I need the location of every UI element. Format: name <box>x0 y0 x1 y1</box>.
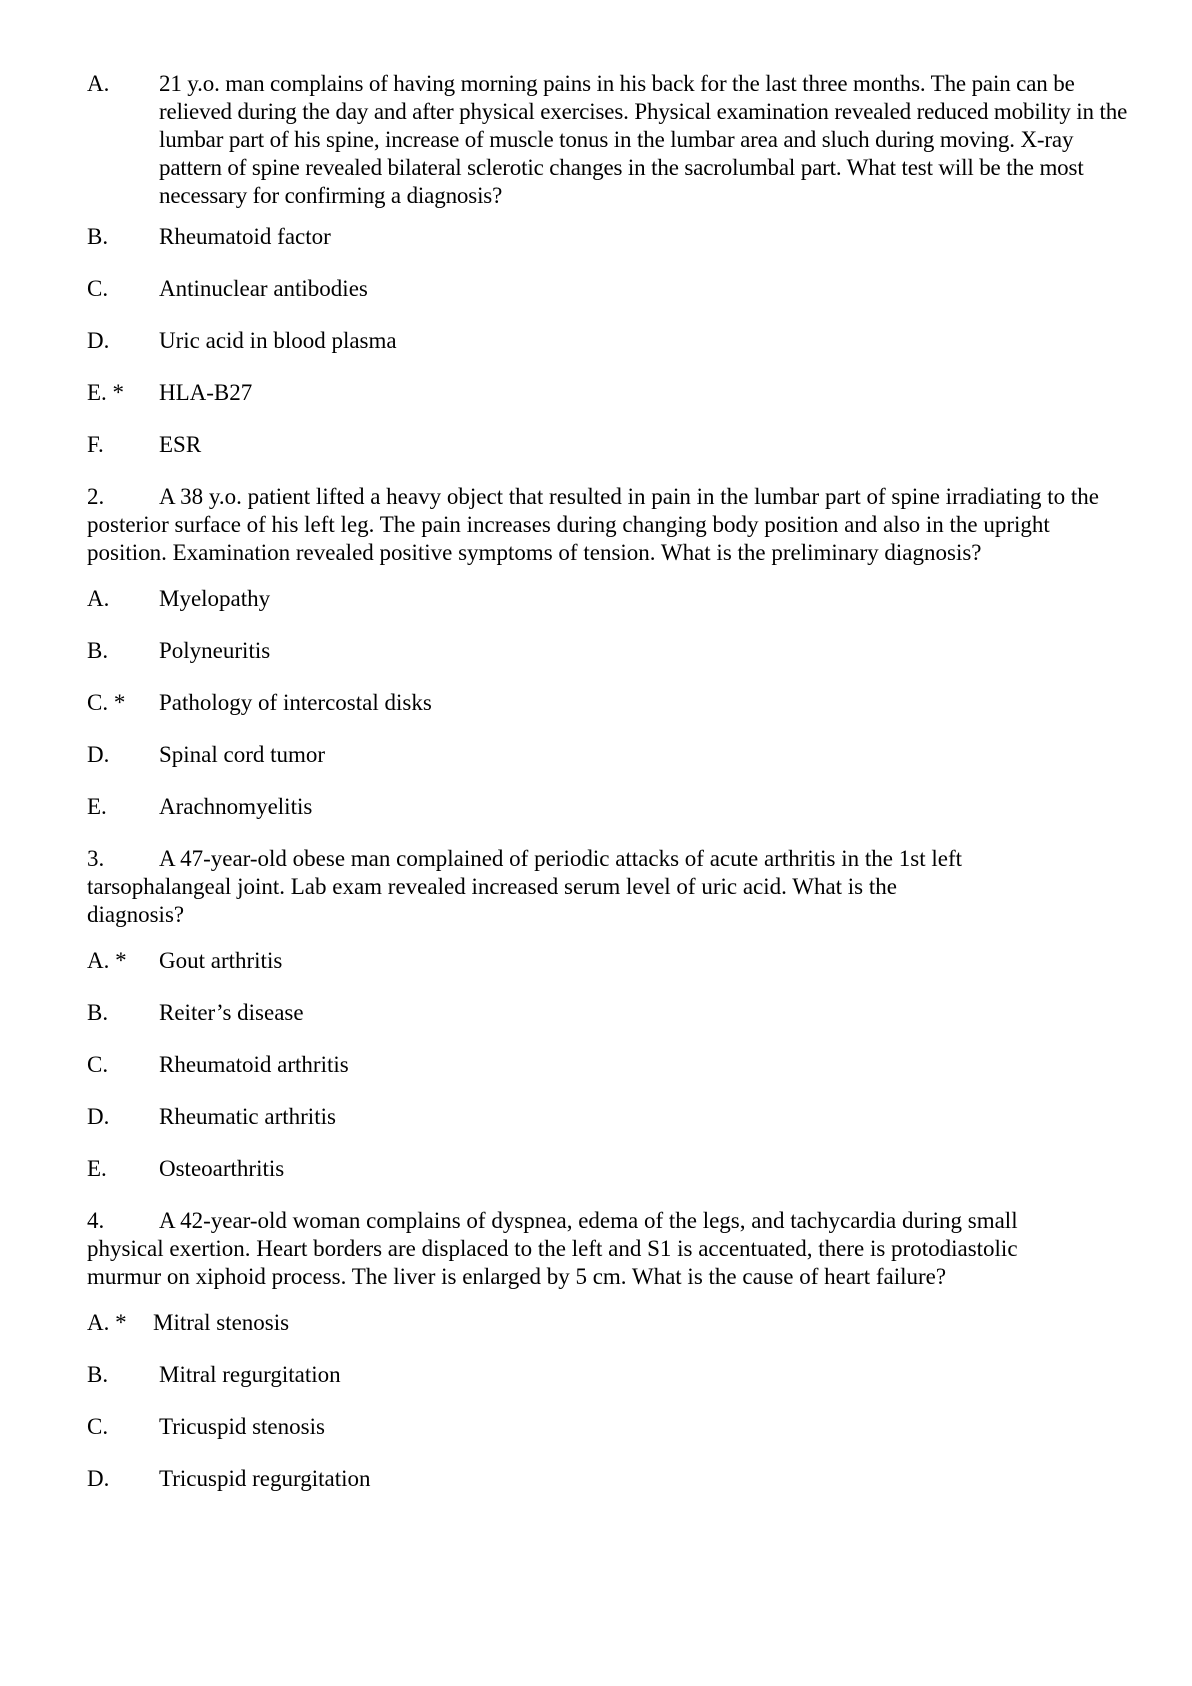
option-item <box>87 1413 1117 1441</box>
option-label: D. <box>87 1104 110 1129</box>
option-label: B. <box>87 224 109 249</box>
option-item <box>87 431 1117 459</box>
option-item <box>87 999 1117 1027</box>
option-text: Antinuclear antibodies <box>159 276 368 301</box>
option-label: B. <box>87 638 109 663</box>
option-label: B. <box>87 1000 109 1025</box>
question-number: 2. <box>87 484 105 509</box>
option-item <box>87 1051 1117 1079</box>
question-2 <box>87 483 1117 567</box>
option-item <box>87 947 1117 975</box>
option-item <box>87 1103 1117 1131</box>
question-text: A 47-year-old obese man complained of periodic attacks of acute arthritis in the 1st left tarsophalangeal joint. Lab exam revealed increased serum level of uric acid. What is the diagnosis? <box>87 846 962 927</box>
question-number: A. <box>87 71 110 96</box>
option-item <box>87 275 1117 303</box>
question-text: A 38 y.o. patient lifted a heavy object that resulted in pain in the lumbar part of spine irradiating to the posterior surface of his left leg. The pain increases during changing body position and also in the upright position. Examination revealed positive symptoms of tension. What is the preliminary diagnosis? <box>87 484 1099 565</box>
option-item <box>87 223 1117 251</box>
question-number: 4. <box>87 1208 105 1233</box>
option-text: Tricuspid regurgitation <box>159 1466 371 1491</box>
option-item <box>87 689 1117 717</box>
option-label: C. * <box>87 690 126 715</box>
option-label: B. <box>87 1362 109 1387</box>
question-3 <box>87 845 967 929</box>
option-text: ESR <box>159 432 202 457</box>
option-item <box>87 741 1117 769</box>
option-label: A. * <box>87 1310 127 1335</box>
question-4 <box>87 1207 1097 1291</box>
option-label: A. * <box>87 948 127 973</box>
option-text: Myelopathy <box>159 586 271 611</box>
option-label: D. <box>87 328 110 353</box>
option-text: Reiter’s disease <box>159 1000 304 1025</box>
option-item <box>87 585 1117 613</box>
option-label: D. <box>87 1466 110 1491</box>
option-text: Mitral stenosis <box>153 1310 290 1335</box>
question-1 <box>87 70 1137 210</box>
question-text: A 42-year-old woman complains of dyspnea, edema of the legs, and tachycardia during small physical exertion. Heart borders are displaced to the left and S1 is accentuated, there is protodiastolic murmur on xiphoid process. The liver is enlarged by 5 cm. What is the cause of heart failure? <box>87 1208 1018 1289</box>
option-text: Pathology of intercostal disks <box>159 690 432 715</box>
option-text: Arachnomyelitis <box>159 794 313 819</box>
option-text: Tricuspid stenosis <box>159 1414 325 1439</box>
option-text: Rheumatic arthritis <box>159 1104 336 1129</box>
option-text: Polyneuritis <box>159 638 271 663</box>
option-text: Uric acid in blood plasma <box>159 328 397 353</box>
option-label: E. * <box>87 380 125 405</box>
question-number: 3. <box>87 846 105 871</box>
option-label: F. <box>87 432 104 457</box>
option-item <box>87 1155 1117 1183</box>
option-label: C. <box>87 276 109 301</box>
question-text: 21 y.o. man complains of having morning pains in his back for the last three months. The pain can be relieved during the day and after physical exercises. Physical examination revealed reduced mobility in the lumbar part of his spine, increase of muscle tonus in the lumbar area and sluch during moving. X-ray pattern of spine revealed bilateral sclerotic changes in the sacrolumbal part. What test will be the most necessary for confirming a diagnosis? <box>159 71 1128 208</box>
option-item <box>87 637 1117 665</box>
option-text: Rheumatoid arthritis <box>159 1052 349 1077</box>
option-label: D. <box>87 742 110 767</box>
option-text: Osteoarthritis <box>159 1156 285 1181</box>
option-item <box>87 793 1117 821</box>
option-text: Spinal cord tumor <box>159 742 326 767</box>
option-label: C. <box>87 1052 109 1077</box>
option-text: Mitral regurgitation <box>159 1362 341 1387</box>
option-text: Gout arthritis <box>159 948 283 973</box>
option-item <box>87 1465 1117 1493</box>
option-label: E. <box>87 794 107 819</box>
option-item <box>87 327 1117 355</box>
option-item <box>87 379 1117 407</box>
option-text: Rheumatoid factor <box>159 224 331 249</box>
option-label: E. <box>87 1156 107 1181</box>
option-text: HLA-B27 <box>159 380 253 405</box>
option-label: A. <box>87 586 110 611</box>
option-item <box>87 1361 1117 1389</box>
option-item <box>87 1309 1117 1337</box>
option-label: C. <box>87 1414 109 1439</box>
